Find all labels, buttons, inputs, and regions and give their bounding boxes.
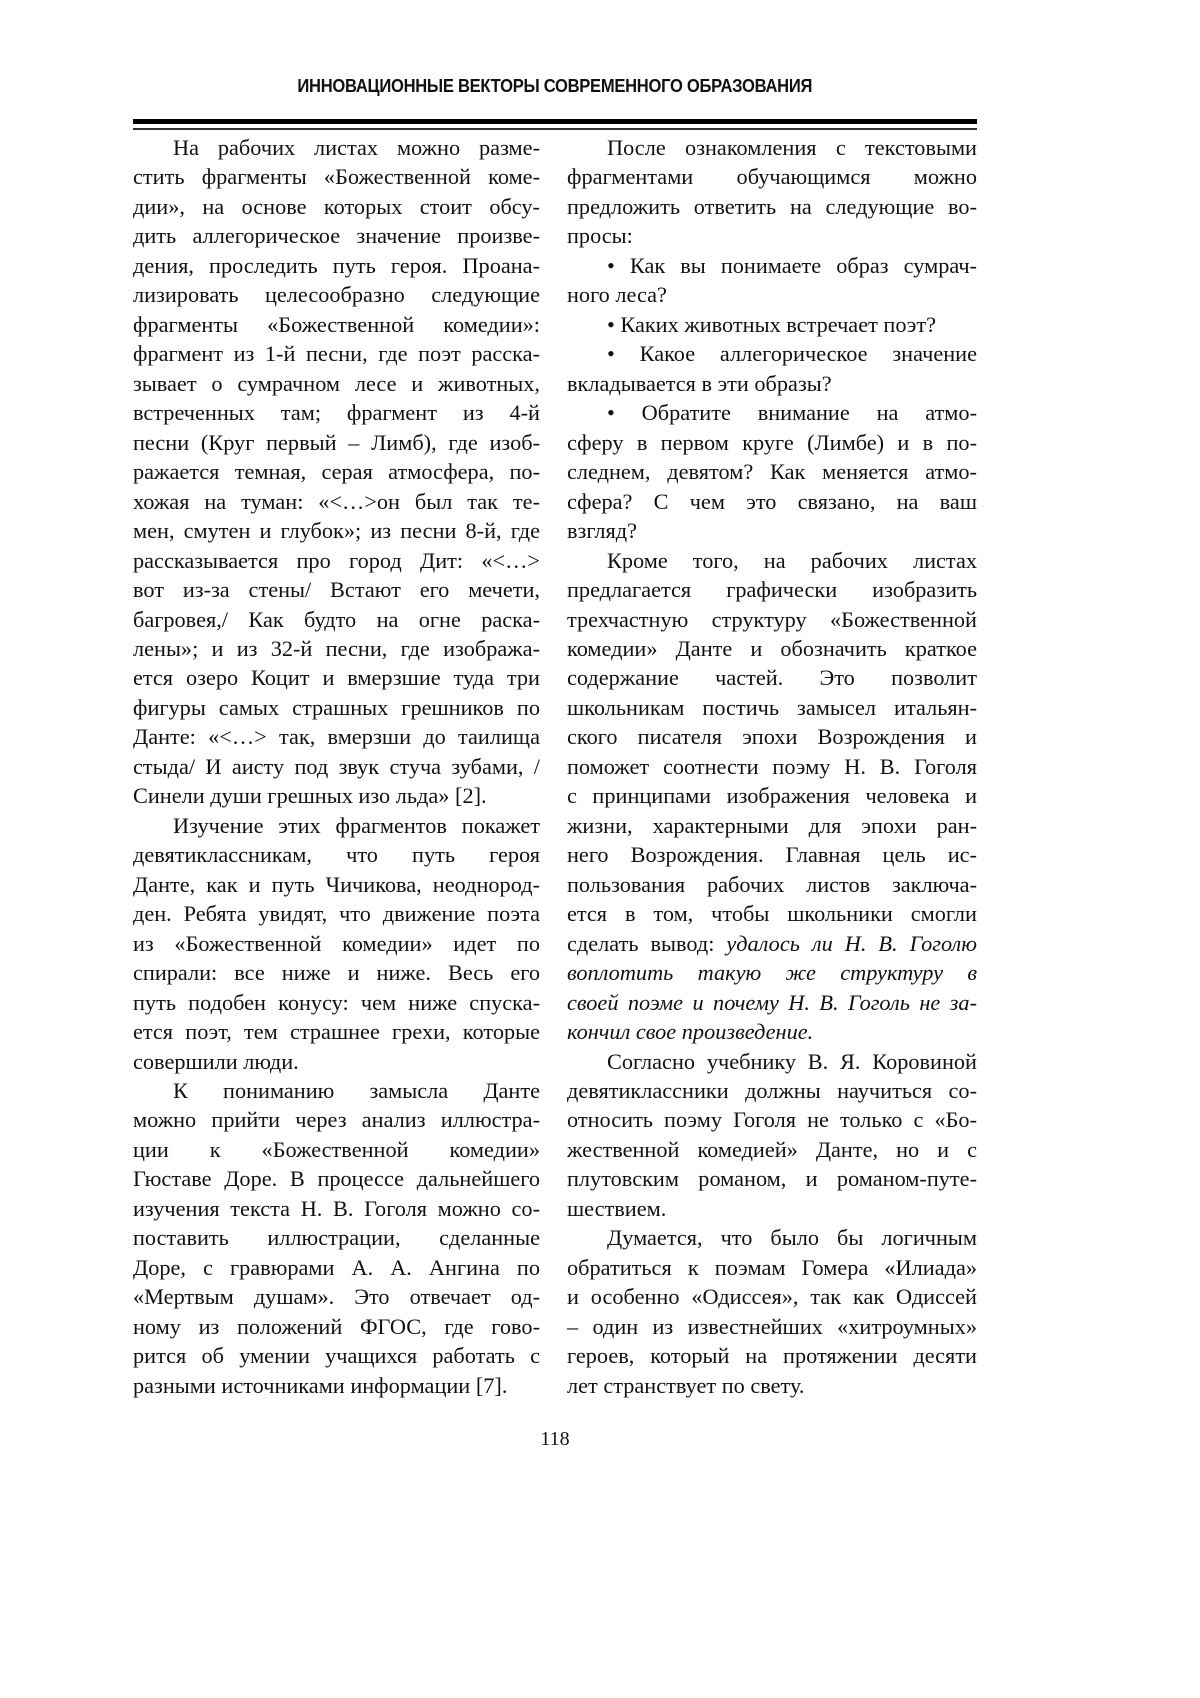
paragraph <box>567 339 977 398</box>
text-line: вот из-за стены/ Встают его мечети, <box>133 575 540 604</box>
text-line: него Возрождения. Главная цель ис- <box>567 840 977 869</box>
text-line: • Каких животных встречает поэт? <box>567 310 977 339</box>
text-line: Данте: «<…> так, вмерзши до таилища <box>133 722 540 751</box>
text-line: • Какое аллегорическое значение <box>567 339 977 368</box>
text-line: ется поэт, тем страшнее грехи, которые <box>133 1017 540 1046</box>
text-line: обратиться к поэмам Гомера «Илиада» <box>567 1253 977 1282</box>
text-line: фрагментами обучающимся можно <box>567 162 977 191</box>
text-line <box>567 988 977 1017</box>
text-line: лизировать целесообразно следующие <box>133 280 540 309</box>
text-line: лены»; и из 32-й песни, где изобража- <box>133 634 540 663</box>
text-line: школьникам постичь замысел итальян- <box>567 693 977 722</box>
paragraph <box>567 310 977 339</box>
text-line: Думается, что было бы логичным <box>567 1223 977 1252</box>
text-line: и особенно «Одиссея», так как Одиссей <box>567 1282 977 1311</box>
paragraph <box>567 398 977 545</box>
text-line: дения, проследить путь героя. Проана- <box>133 251 540 280</box>
text-line: пользования рабочих листов заключа- <box>567 870 977 899</box>
text-line: можно прийти через анализ иллюстра- <box>133 1105 540 1134</box>
text-line <box>567 929 977 958</box>
text-line: разными источниками информации [7]. <box>133 1371 540 1400</box>
paragraph <box>567 251 977 310</box>
text-line: предлагается графически изобразить <box>567 575 977 604</box>
text-line: комедии» Данте и обозначить краткое <box>567 634 977 663</box>
text-line: После ознакомления с текстовыми <box>567 133 977 162</box>
text-line: ден. Ребята увидят, что движение поэта <box>133 899 540 928</box>
text-line: поможет соотнести поэму Н. В. Гоголя <box>567 752 977 781</box>
text-line: На рабочих листах можно разме- <box>133 133 540 162</box>
text-line: ется озеро Коцит и вмерзшие туда три <box>133 663 540 692</box>
journal-title: ИННОВАЦИОННЫЕ ВЕКТОРЫ СОВРЕМЕННОГО ОБРАЗОВАНИЯ <box>298 76 813 97</box>
text-line: с принципами изображения человека и <box>567 781 977 810</box>
text-line: девятиклассникам, что путь героя <box>133 840 540 869</box>
italic-text: кончил свое произведение. <box>567 1019 813 1044</box>
text-line: трехчастную структуру «Божественной <box>567 605 977 634</box>
text-line: стить фрагменты «Божественной коме- <box>133 162 540 191</box>
text-line: лет странствует по свету. <box>567 1371 977 1400</box>
text-line: плутовским романом, и романом-путе- <box>567 1164 977 1193</box>
text-line: жизни, характерными для эпохи ран- <box>567 811 977 840</box>
text-line: Синели души грешных изо льда» [2]. <box>133 781 540 810</box>
text-line: дить аллегорическое значение произве- <box>133 221 540 250</box>
text-line: путь подобен конусу: чем ниже спуска- <box>133 988 540 1017</box>
text-line: ского писателя эпохи Возрождения и <box>567 722 977 751</box>
text-line: встреченных там; фрагмент из 4-й <box>133 398 540 427</box>
text-line: содержание частей. Это позволит <box>567 663 977 692</box>
text-line: жественной комедией» Данте, но и с <box>567 1135 977 1164</box>
running-header <box>133 76 977 97</box>
text-line: «Мертвым душам». Это отвечает од- <box>133 1282 540 1311</box>
text-line: Доре, с гравюрами А. А. Ангина по <box>133 1253 540 1282</box>
text-line: дии», на основе которых стоит обсу- <box>133 192 540 221</box>
paragraph <box>567 546 977 1047</box>
text-line: рится об умении учащихся работать с <box>133 1341 540 1370</box>
text-line: рассказывается про город Дит: «<…> <box>133 546 540 575</box>
text-line: из «Божественной комедии» идет по <box>133 929 540 958</box>
text-line: шествием. <box>567 1194 977 1223</box>
text-line: ется в том, чтобы школьники смогли <box>567 899 977 928</box>
text-line: зывает о сумрачном лесе и животных, <box>133 369 540 398</box>
text-line: хожая на туман: «<…>он был так те- <box>133 487 540 516</box>
right-column <box>567 133 977 1400</box>
text: сделать вывод: <box>567 931 726 956</box>
paragraph <box>133 133 540 811</box>
text-line: фигуры самых страшных грешников по <box>133 693 540 722</box>
text-line: спирали: все ниже и ниже. Весь его <box>133 958 540 987</box>
left-column <box>133 133 540 1400</box>
paragraph <box>567 1223 977 1400</box>
text-line: стыда/ И аисту под звук стуча зубами, / <box>133 752 540 781</box>
text-line: совершили люди. <box>133 1047 540 1076</box>
text-line: К пониманию замысла Данте <box>133 1076 540 1105</box>
text-line: героев, который на протяжении десяти <box>567 1341 977 1370</box>
text-line: • Как вы понимаете образ сумрач- <box>567 251 977 280</box>
text-line: ному из положений ФГОС, где гово- <box>133 1312 540 1341</box>
italic-text: удалось ли Н. В. Гоголю <box>726 931 977 956</box>
text-line: Кроме того, на рабочих листах <box>567 546 977 575</box>
text-line: просы: <box>567 221 977 250</box>
page-number: 118 <box>0 1428 1110 1451</box>
italic-text: своей поэме и почему Н. В. Гоголь не за- <box>567 990 977 1015</box>
text-line: относить поэму Гоголя не только с «Бо- <box>567 1105 977 1134</box>
text-line: сферу в первом круге (Лимбе) и в по- <box>567 428 977 457</box>
text-line <box>567 1017 977 1046</box>
text-line: багровея,/ Как будто на огне раска- <box>133 605 540 634</box>
text-line: • Обратите внимание на атмо- <box>567 398 977 427</box>
text-line: ного леса? <box>567 280 977 309</box>
header-rule-thin <box>133 128 977 130</box>
header-rule-thick <box>133 119 977 124</box>
text-line: девятиклассники должны научиться со- <box>567 1076 977 1105</box>
text-line <box>567 958 977 987</box>
text-line: фрагменты «Божественной комедии»: <box>133 310 540 339</box>
text-line: Гюставе Доре. В процессе дальнейшего <box>133 1164 540 1193</box>
text-line: песни (Круг первый – Лимб), где изоб- <box>133 428 540 457</box>
text-line: фрагмент из 1-й песни, где поэт расска- <box>133 339 540 368</box>
paragraph <box>133 1076 540 1400</box>
text-line: мен, смутен и глубок»; из песни 8-й, где <box>133 516 540 545</box>
paragraph <box>567 133 977 251</box>
text-line: ражается темная, серая атмосфера, по- <box>133 457 540 486</box>
text-line: взгляд? <box>567 516 977 545</box>
text-line: ции к «Божественной комедии» <box>133 1135 540 1164</box>
italic-text: воплотить такую же структуру в <box>567 960 977 985</box>
text-line: следнем, девятом? Как меняется атмо- <box>567 457 977 486</box>
text-line: Согласно учебнику В. Я. Коровиной <box>567 1047 977 1076</box>
text-line: поставить иллюстрации, сделанные <box>133 1223 540 1252</box>
text-line: изучения текста Н. В. Гоголя можно со- <box>133 1194 540 1223</box>
text-line: сфера? С чем это связано, на ваш <box>567 487 977 516</box>
text-line: – один из известнейших «хитроумных» <box>567 1312 977 1341</box>
text-line: вкладывается в эти образы? <box>567 369 977 398</box>
text-line: Изучение этих фрагментов покажет <box>133 811 540 840</box>
text-line: Данте, как и путь Чичикова, неоднород- <box>133 870 540 899</box>
text-line: предложить ответить на следующие во- <box>567 192 977 221</box>
paragraph <box>567 1047 977 1224</box>
paragraph <box>133 811 540 1076</box>
